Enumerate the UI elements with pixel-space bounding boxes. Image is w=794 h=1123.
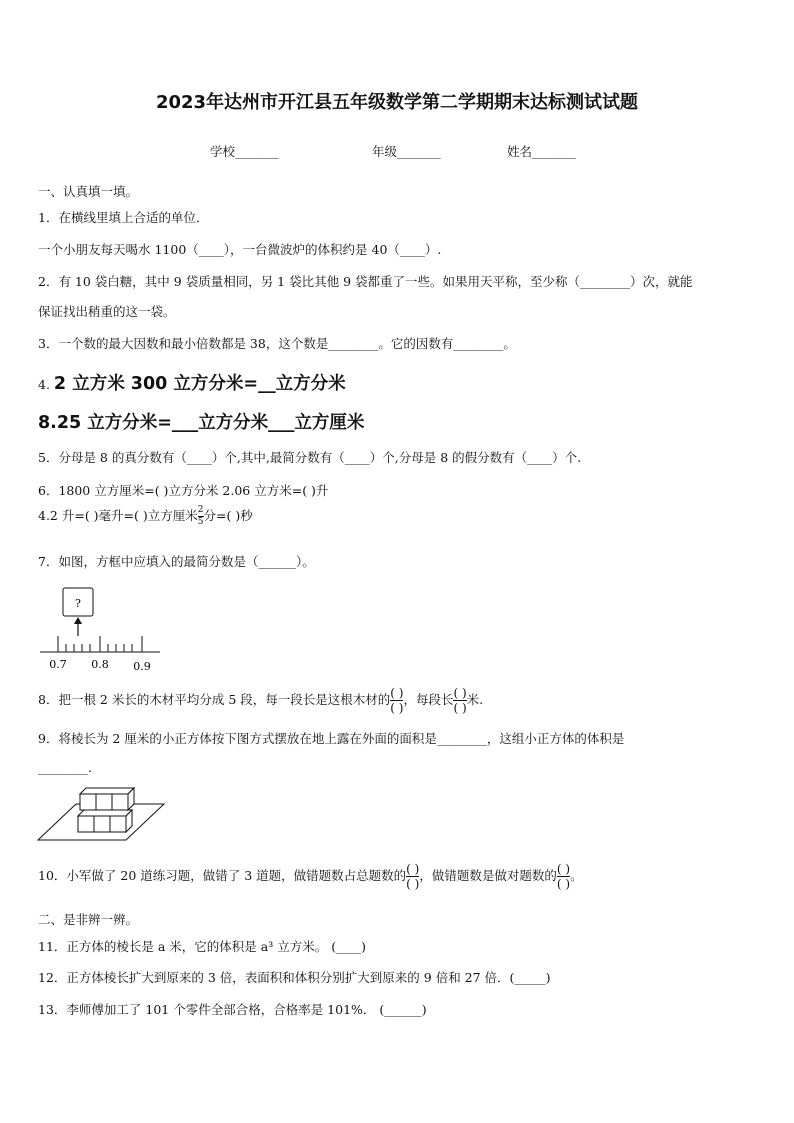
question-6-text-b: 分=( )秒 [203, 508, 253, 523]
question-1-line-2: 一个小朋友每天喝水 1100（____），一台微波炉的体积约是 40（____）. [38, 242, 442, 257]
question-8-text-a: 8．把一根 2 米长的木材平均分成 5 段，每一段长是这根木材的 [38, 692, 391, 707]
question-3-line-1: 3．一个数的最大因数和最小倍数都是 38，这个数是________。它的因数有________。 [38, 336, 516, 351]
question-10-text-b: ，做错题数是做对题数的 [419, 868, 557, 883]
question-8-text-c: 米. [466, 692, 484, 707]
blank-fraction: $\frac{( )}{( )}$ [406, 862, 420, 891]
section-heading-judge: 二、是非辨一辨。 [38, 912, 139, 927]
question-2-line-2: 保证找出稍重的这一袋。 [38, 304, 176, 319]
question-11-line-1: 11．正方体的棱长是 a 米，它的体积是 a³ 立方米。 (____) [38, 939, 366, 954]
question-1-line-1: 1．在横线里填上合适的单位． [38, 210, 209, 225]
question-6-line-1: 6．1800 立方厘米=( )立方分米 2.06 立方米=( )升 [38, 483, 329, 498]
question-9-line-1: 9．将棱长为 2 厘米的小正方体按下图方式摆放在地上露在外面的面积是________，这组小正方体的体积是 [38, 731, 625, 746]
question-10-text-c: 。 [570, 868, 583, 883]
tick-label-0: 0.7 [49, 658, 67, 671]
cube-stack-figure [36, 780, 166, 846]
question-10-line-1 [38, 858, 583, 894]
number-line-ticks [58, 636, 142, 652]
question-9-line-2: ________. [38, 760, 92, 775]
question-4-text-1: 2 立方米 300 立方分米=__立方分米 [53, 374, 346, 394]
tick-label-1: 0.8 [91, 658, 109, 671]
section-heading-fill: 一、认真填一填。 [38, 184, 139, 199]
question-13-line-1: 13．李师傅加工了 101 个零件全部合格，合格率是 101%． (______) [38, 1002, 427, 1017]
arrow-up-icon [74, 617, 82, 624]
number-line-figure [36, 584, 166, 676]
school-field: 学校_______ [210, 144, 279, 159]
question-4-number: 4. [38, 377, 50, 392]
name-field: 姓名_______ [507, 144, 576, 159]
question-7-line-1: 7．如图，方框中应填入的最简分数是（______）。 [38, 554, 315, 569]
question-2-line-1: 2．有 10 袋白糖，其中 9 袋质量相同，另 1 袋比其他 9 袋都重了一些。如果用天平称，至少称（________）次，就能 [38, 274, 693, 289]
question-5-line-1: 5．分母是 8 的真分数有（____）个,其中,最简分数有（____）个,分母是 8 的假分数有（____）个. [38, 450, 582, 465]
blank-fraction: $\frac{( )}{( )}$ [390, 686, 404, 715]
page-title: 2023年达州市开江县五年级数学第二学期期末达标测试试题 [155, 92, 639, 113]
question-10-text-a: 10．小军做了 20 道练习题，做错了 3 道题，做错题数占总题数的 [38, 868, 407, 883]
question-12-line-1: 12．正方体棱长扩大到原来的 3 倍，表面积和体积分别扩大到原来的 9 倍和 27 倍．(_____) [38, 970, 551, 985]
fraction-two-fifths: $\frac{2}{5}$ [197, 505, 204, 527]
grade-field: 年级_______ [372, 144, 441, 159]
question-6-line-2 [38, 506, 253, 527]
cube-group [78, 788, 134, 832]
blank-fraction: $\frac{( )}{( )}$ [453, 686, 467, 715]
blank-fraction: $\frac{( )}{( )}$ [556, 862, 571, 891]
question-6-text-a: 4.2 升=( )毫升=( )立方厘米 [38, 508, 198, 523]
question-4-line-1 [38, 370, 346, 395]
question-4-line-2: 8.25 立方分米=___立方分米___立方厘米 [38, 413, 365, 433]
question-8-text-b: ，每段长 [403, 692, 454, 707]
question-8-line-1 [38, 683, 483, 717]
question-mark: ? [75, 597, 81, 610]
tick-label-2: 0.9 [133, 660, 151, 673]
